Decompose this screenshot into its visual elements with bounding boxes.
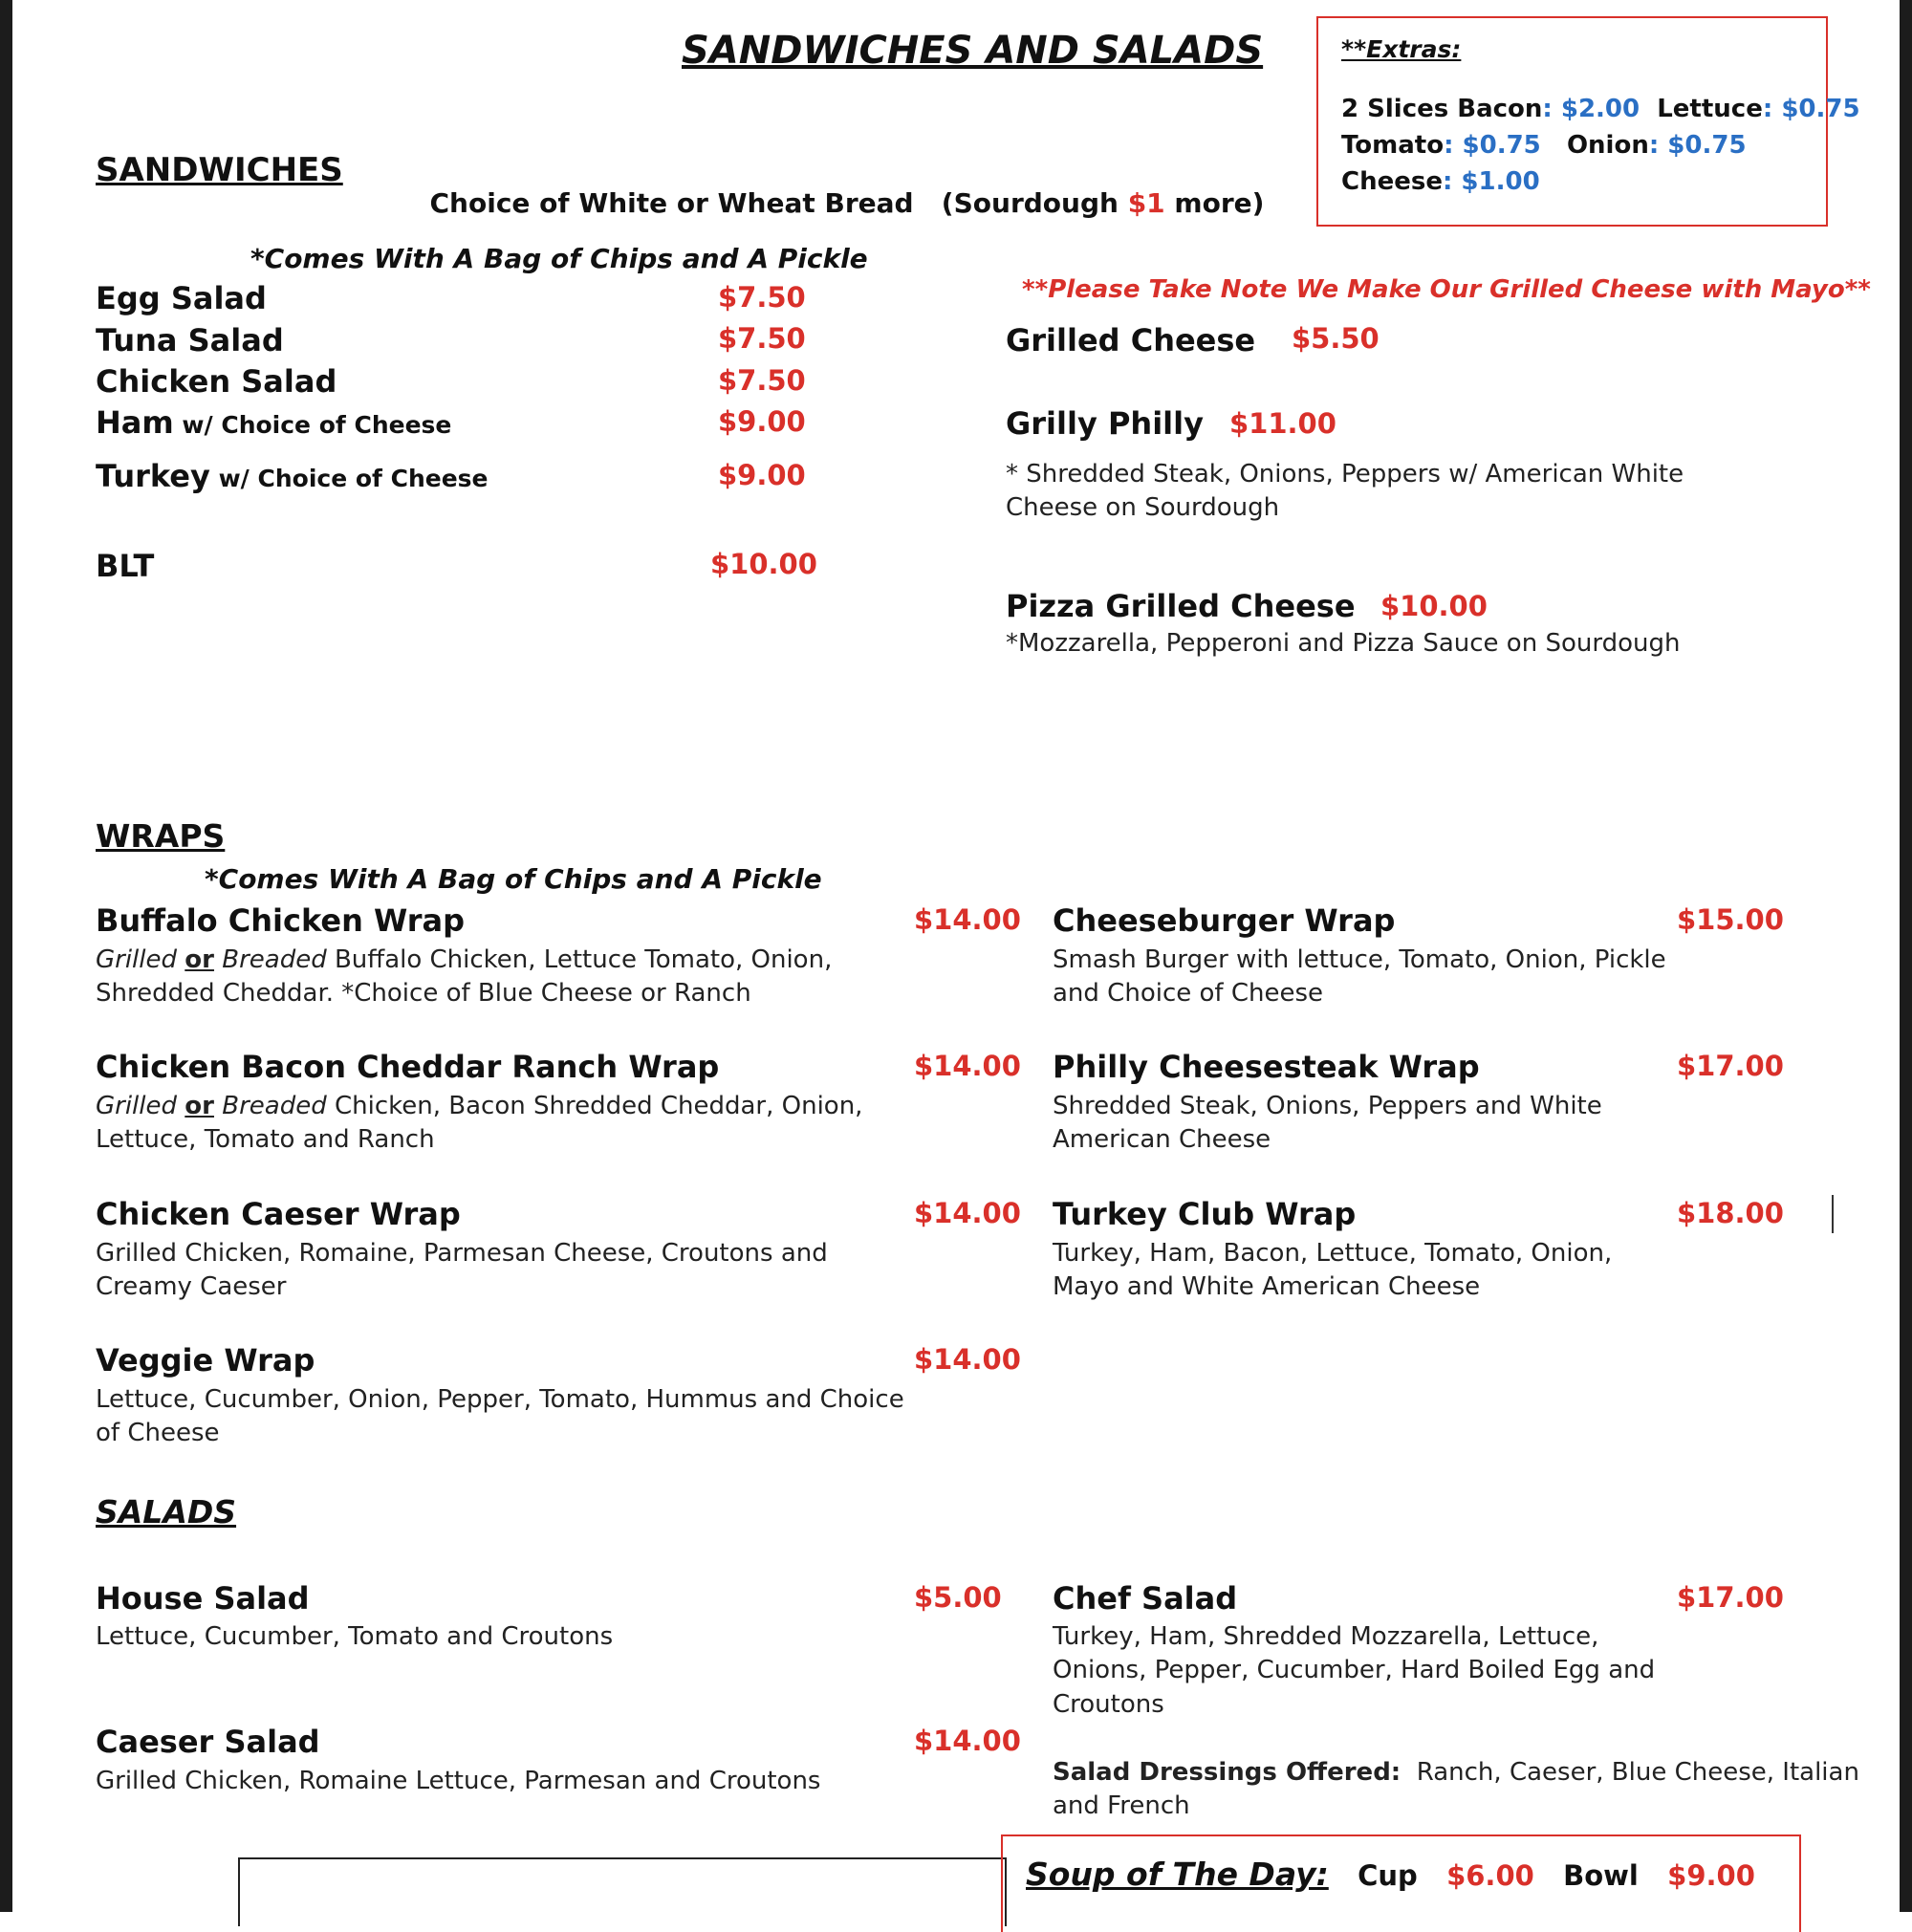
wrap-desc: of Cheese — [96, 1419, 220, 1447]
soup-label: Soup of The Day: — [1026, 1856, 1329, 1893]
extra-tomato-label: Tomato — [1341, 131, 1445, 160]
text-cursor-mark — [1832, 1195, 1834, 1233]
sandwich-price: $7.50 — [718, 322, 806, 355]
salad-desc: Grilled Chicken, Romaine Lettuce, Parmesan and Croutons — [96, 1767, 821, 1795]
mayo-note: **Please Take Note We Make Our Grilled Cheese with Mayo** — [1022, 275, 1871, 304]
salad-item: Chef Salad — [1053, 1580, 1238, 1617]
wrap-desc: Turkey, Ham, Bacon, Lettuce, Tomato, Onion, — [1053, 1239, 1613, 1268]
extras-box — [1316, 16, 1860, 227]
bread-note-text-a: Choice of White or Wheat Bread (Sourdough — [429, 187, 1128, 219]
salad-desc: Onions, Pepper, Cucumber, Hard Boiled Egg and — [1053, 1656, 1656, 1684]
extra-lettuce-label: Lettuce — [1657, 95, 1763, 123]
wrap-item: Chicken Caeser Wrap — [96, 1196, 461, 1232]
grilled-item: Grilly Philly — [1006, 405, 1204, 442]
extra-tomato-price: $0.75 — [1462, 131, 1541, 160]
salad-dressings: Salad Dressings Offered: Ranch, Caeser, Blue Cheese, Italian — [1053, 1758, 1859, 1787]
sandwich-item: Ham w/ Choice of Cheese — [96, 404, 452, 441]
extra-bacon-label: 2 Slices Bacon — [1341, 95, 1543, 123]
wrap-desc: Lettuce, Tomato and Ranch — [96, 1125, 435, 1154]
wrap-item: Chicken Bacon Cheddar Ranch Wrap — [96, 1049, 720, 1085]
soup-line — [1026, 1856, 1755, 1893]
salad-desc: Croutons — [1053, 1690, 1164, 1719]
wrap-price: $14.00 — [914, 903, 1021, 936]
bread-note-price: $1 — [1127, 187, 1165, 219]
wrap-price: $18.00 — [1677, 1197, 1784, 1229]
wrap-item: Veggie Wrap — [96, 1342, 315, 1378]
sandwich-item: Tuna Salad — [96, 322, 284, 358]
sandwich-price: $7.50 — [718, 364, 806, 397]
extra-onion-label: Onion — [1566, 131, 1649, 160]
salad-desc: Turkey, Ham, Shredded Mozzarella, Lettuce, — [1053, 1622, 1599, 1651]
sandwich-item: Chicken Salad — [96, 363, 337, 400]
sandwich-item: Turkey w/ Choice of Cheese — [96, 458, 489, 494]
grilled-price: $10.00 — [1380, 590, 1488, 622]
bread-note-text-b: more) — [1164, 187, 1265, 219]
grilled-desc: *Mozzarella, Pepperoni and Pizza Sauce on Sourdough — [1006, 629, 1681, 658]
soup-cup-price: $6.00 — [1446, 1859, 1534, 1892]
sandwiches-comes-with: *Comes With A Bag of Chips and A Pickle — [250, 243, 868, 274]
soup-box — [1001, 1834, 1801, 1932]
extra-lettuce-price: $0.75 — [1781, 95, 1860, 123]
sandwich-price: $9.00 — [718, 405, 806, 438]
wrap-price: $15.00 — [1677, 903, 1784, 936]
grilled-price: $11.00 — [1229, 407, 1336, 440]
left-dark-edge — [0, 0, 12, 1912]
wrap-desc: Grilled or Breaded Chicken, Bacon Shredded Cheddar, Onion, — [96, 1092, 863, 1120]
sandwich-price: $9.00 — [718, 459, 806, 491]
sandwich-item: BLT — [96, 548, 155, 584]
extra-onion-price: $0.75 — [1667, 131, 1747, 160]
soup-bowl-label: Bowl — [1563, 1859, 1639, 1892]
page-title: SANDWICHES AND SALADS — [682, 29, 1264, 73]
right-dark-edge — [1900, 0, 1912, 1912]
grilled-desc: Cheese on Sourdough — [1006, 493, 1280, 522]
salad-item: House Salad — [96, 1580, 310, 1617]
wrap-desc: American Cheese — [1053, 1125, 1271, 1154]
sandwich-price: $10.00 — [710, 548, 817, 580]
wrap-desc: Smash Burger with lettuce, Tomato, Onion, Pickle — [1053, 945, 1666, 974]
salad-price: $5.00 — [914, 1581, 1002, 1614]
salad-price: $14.00 — [914, 1725, 1021, 1757]
wrap-desc: Grilled or Breaded Buffalo Chicken, Lettuce Tomato, Onion, — [96, 945, 833, 974]
wrap-desc: Creamy Caeser — [96, 1272, 287, 1301]
extras-line-3: Cheese: $1.00 — [1341, 167, 1540, 196]
wrap-price: $14.00 — [914, 1343, 1021, 1376]
extras-heading: **Extras: — [1341, 35, 1462, 63]
extra-cheese-price: $1.00 — [1461, 167, 1540, 196]
bottom-left-box — [238, 1857, 1007, 1926]
wrap-desc: and Choice of Cheese — [1053, 979, 1323, 1008]
extra-bacon-price: $2.00 — [1560, 95, 1640, 123]
grilled-item: Grilled Cheese — [1006, 322, 1256, 358]
sandwich-price: $7.50 — [718, 281, 806, 314]
extra-cheese-label: Cheese — [1341, 167, 1443, 196]
soup-cup-label: Cup — [1358, 1859, 1418, 1892]
bread-note — [411, 156, 1264, 219]
grilled-item: Pizza Grilled Cheese — [1006, 588, 1356, 624]
wraps-heading: WRAPS — [96, 817, 226, 855]
wrap-price: $14.00 — [914, 1050, 1021, 1082]
grilled-price: $5.50 — [1292, 322, 1380, 355]
wrap-desc: Grilled Chicken, Romaine, Parmesan Cheese, Croutons and — [96, 1239, 828, 1268]
salad-item: Caeser Salad — [96, 1724, 320, 1760]
wrap-item: Turkey Club Wrap — [1053, 1196, 1357, 1232]
extras-line-2: Tomato: $0.75 Onion: $0.75 — [1341, 131, 1747, 160]
salad-price: $17.00 — [1677, 1581, 1784, 1614]
wrap-desc: Shredded Cheddar. *Choice of Blue Cheese or Ranch — [96, 979, 751, 1008]
sandwiches-heading: SANDWICHES — [96, 151, 343, 189]
wrap-item: Cheeseburger Wrap — [1053, 902, 1396, 939]
salad-desc: Lettuce, Cucumber, Tomato and Croutons — [96, 1622, 614, 1651]
wrap-price: $17.00 — [1677, 1050, 1784, 1082]
wrap-desc: Mayo and White American Cheese — [1053, 1272, 1481, 1301]
wrap-desc: Lettuce, Cucumber, Onion, Pepper, Tomato, Hummus and Choice — [96, 1385, 904, 1414]
salads-heading: SALADS — [96, 1493, 237, 1530]
extras-line-1: 2 Slices Bacon: $2.00 Lettuce: $0.75 — [1341, 95, 1860, 123]
wrap-item: Philly Cheesesteak Wrap — [1053, 1049, 1480, 1085]
soup-bowl-price: $9.00 — [1667, 1859, 1755, 1892]
sandwich-item: Egg Salad — [96, 280, 267, 316]
wrap-item: Buffalo Chicken Wrap — [96, 902, 466, 939]
wrap-desc: Shredded Steak, Onions, Peppers and White — [1053, 1092, 1602, 1120]
wrap-price: $14.00 — [914, 1197, 1021, 1229]
grilled-desc: * Shredded Steak, Onions, Peppers w/ American White — [1006, 460, 1684, 488]
wraps-comes-with: *Comes With A Bag of Chips and A Pickle — [205, 863, 822, 895]
salad-dressings-cont: and French — [1053, 1791, 1190, 1820]
